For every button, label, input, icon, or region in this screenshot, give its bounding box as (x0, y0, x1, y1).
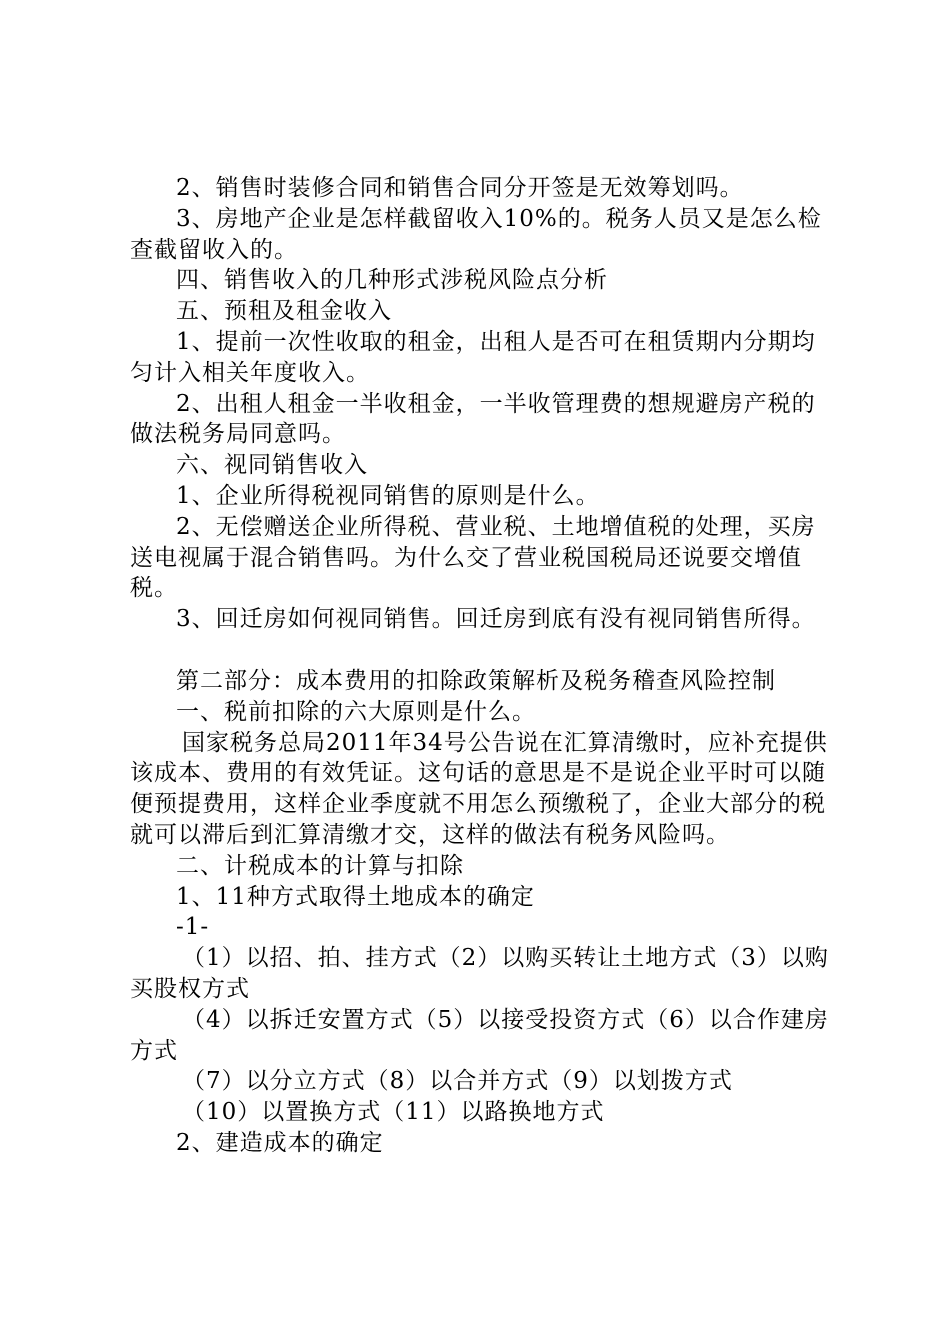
paragraph: 3、房地产企业是怎样截留收入10%的。税务人员又是怎么检查截留收入的。 (130, 205, 822, 263)
section-heading: 六、视同销售收入 (176, 452, 368, 479)
paragraph: 1、11种方式取得土地成本的确定 (176, 883, 535, 910)
paragraph: 2、销售时装修合同和销售合同分开签是无效筹划吗。 (176, 175, 744, 201)
paragraph: （4）以拆迁安置方式（5）以接受投资方式（6）以合作建房方式 (130, 1006, 829, 1064)
paragraph: 1、企业所得税视同销售的原则是什么。 (176, 482, 600, 509)
page-number: -1- (176, 914, 210, 941)
paragraph: 2、无偿赠送企业所得税、营业税、土地增值税的处理，买房送电视属于混合销售吗。为什么交了营业税国税局还说要交增值税。 (130, 513, 816, 602)
paragraph: 2、出租人租金一半收租金，一半收管理费的想规避房产税的做法税务局同意吗。 (130, 390, 816, 448)
section-heading: 五、预租及租金收入 (176, 298, 392, 325)
section-heading: 二、计税成本的计算与扣除 (176, 852, 464, 879)
paragraph: 国家税务总局2011年34号公告说在汇算清缴时，应补充提供该成本、费用的有效凭证。这句话的意思是不是说企业平时可以随便预提费用，这样企业季度就不用怎么预缴税了，企业大部分的税就可以滞后到汇算清缴才交，这样的做法有税务风险吗。 (130, 729, 828, 848)
part-heading: 第二部分：成本费用的扣除政策解析及税务稽查风险控制 (176, 667, 776, 694)
blank-line (130, 635, 835, 666)
paragraph: （7）以分立方式（8）以合并方式（9）以划拨方式 (182, 1068, 733, 1095)
paragraph: 1、提前一次性收取的租金，出租人是否可在租赁期内分期均匀计入相关年度收入。 (130, 328, 816, 386)
section-heading: 一、税前扣除的六大原则是什么。 (176, 698, 536, 725)
paragraph: 3、回迁房如何视同销售。回迁房到底有没有视同销售所得。 (176, 606, 816, 633)
document-body (130, 173, 835, 1159)
paragraph: 2、建造成本的确定 (176, 1129, 384, 1156)
section-heading: 四、销售收入的几种形式涉税风险点分析 (176, 267, 608, 294)
paragraph: （10）以置换方式（11）以路换地方式 (182, 1099, 605, 1126)
paragraph: （1）以招、拍、挂方式（2）以购买转让土地方式（3）以购买股权方式 (130, 945, 829, 1002)
